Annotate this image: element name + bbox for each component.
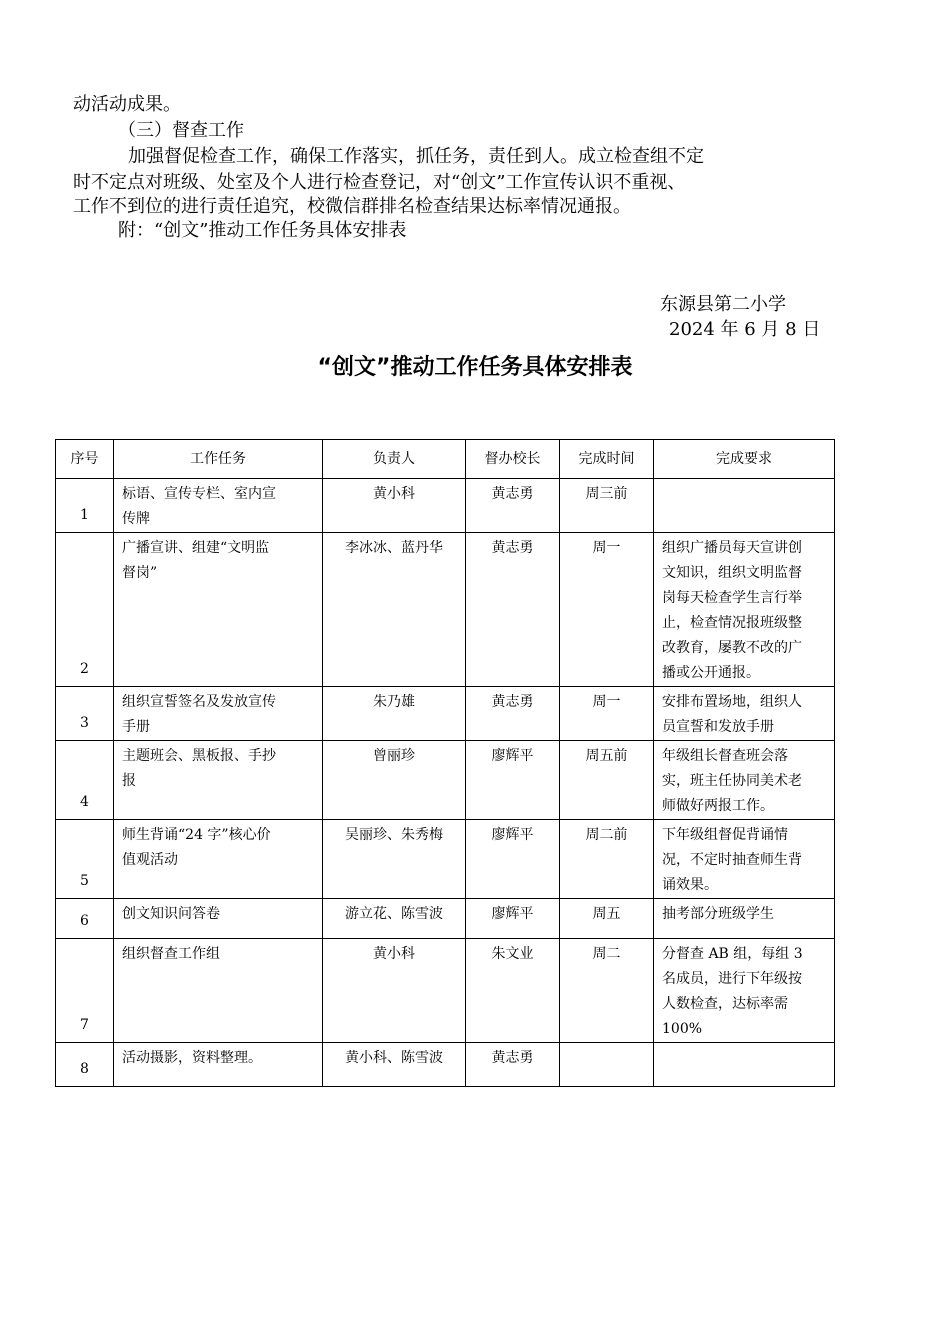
requirement-line: 分督查 AB 组，每组 3 (662, 946, 803, 962)
cell-owner: 李冰冰、蓝丹华 (323, 533, 466, 687)
cell-task (114, 820, 323, 899)
cell-deadline: 周五前 (560, 741, 654, 820)
table-title: “创文”推动工作任务具体安排表 (317, 355, 633, 380)
cell-index: 8 (56, 1043, 114, 1087)
requirement-line: 播或公开通报。 (662, 665, 760, 681)
task-line: 广播宣讲、组建“文明监 (122, 540, 270, 556)
cell-index: 5 (56, 820, 114, 899)
cell-supervisor: 廖辉平 (466, 899, 560, 939)
cell-deadline: 周一 (560, 687, 654, 741)
table-row (56, 479, 835, 533)
table-row (56, 939, 835, 1043)
cell-requirements (654, 820, 835, 899)
task-line: 组织宣誓签名及发放宣传 (122, 694, 276, 710)
task-line: 传牌 (122, 511, 150, 527)
cell-requirements (654, 899, 835, 939)
signature-date: 2024 年 6 月 8 日 (669, 319, 821, 340)
table-row (56, 533, 835, 687)
cell-task (114, 741, 323, 820)
attachment-note: 附：“创文”推动工作任务具体安排表 (118, 220, 407, 241)
cell-owner: 曾丽珍 (323, 741, 466, 820)
cell-deadline: 周三前 (560, 479, 654, 533)
task-line: 主题班会、黑板报、手抄 (122, 748, 276, 764)
table-row (56, 741, 835, 820)
task-line: 师生背诵“24 字”核心价 (122, 827, 271, 843)
cell-deadline: 周五 (560, 899, 654, 939)
cell-task (114, 1043, 323, 1087)
table-row (56, 1043, 835, 1087)
cell-deadline: 周二前 (560, 820, 654, 899)
cell-task (114, 479, 323, 533)
cell-deadline: 周二 (560, 939, 654, 1043)
paragraph-line: 工作不到位的进行责任追究，校微信群排名检查结果达标率情况通报。 (73, 196, 631, 217)
requirement-line: 师做好两报工作。 (662, 798, 774, 814)
header-supervisor: 督办校长 (466, 440, 560, 479)
cell-requirements (654, 1043, 835, 1087)
cell-requirements (654, 687, 835, 741)
task-line: 督岗” (122, 565, 158, 581)
cell-supervisor: 黄志勇 (466, 479, 560, 533)
cell-requirements (654, 939, 835, 1043)
requirement-line: 年级组长督查班会落 (662, 748, 788, 764)
cell-supervisor: 廖辉平 (466, 820, 560, 899)
cell-owner: 吴丽珍、朱秀梅 (323, 820, 466, 899)
requirement-line: 组织广播员每天宣讲创 (662, 540, 802, 556)
table-body (56, 479, 835, 1087)
cell-deadline: 周一 (560, 533, 654, 687)
requirement-line: 人数检查，达标率需 (662, 996, 788, 1012)
task-line: 创文知识问答卷 (122, 906, 220, 922)
cell-task (114, 533, 323, 687)
table-row (56, 820, 835, 899)
paragraph-line: 加强督促检查工作，确保工作落实，抓任务，责任到人。成立检查组不定 (128, 146, 704, 167)
cell-owner: 朱乃雄 (323, 687, 466, 741)
cell-supervisor: 黄志勇 (466, 533, 560, 687)
cell-supervisor: 黄志勇 (466, 687, 560, 741)
task-schedule-table (55, 439, 835, 1087)
requirement-line: 100% (662, 1021, 703, 1037)
header-deadline: 完成时间 (560, 440, 654, 479)
task-line: 手册 (122, 719, 150, 735)
task-line: 标语、宣传专栏、室内宣 (122, 486, 276, 502)
cell-requirements (654, 533, 835, 687)
cell-owner: 黄小科、陈雪波 (323, 1043, 466, 1087)
cell-task (114, 899, 323, 939)
header-requirements: 完成要求 (654, 440, 835, 479)
signature-school: 东源县第二小学 (660, 294, 786, 315)
cell-supervisor: 黄志勇 (466, 1043, 560, 1087)
cell-index: 1 (56, 479, 114, 533)
header-index: 序号 (56, 440, 114, 479)
requirement-line: 止，检查情况报班级整 (662, 615, 802, 631)
requirement-line: 名成员，进行下年级按 (662, 971, 802, 987)
requirement-line: 岗每天检查学生言行举 (662, 590, 802, 606)
section-heading: （三）督查工作 (118, 120, 244, 141)
cell-requirements (654, 741, 835, 820)
cell-task (114, 687, 323, 741)
cell-supervisor: 廖辉平 (466, 741, 560, 820)
requirement-line: 下年级组督促背诵情 (662, 827, 788, 843)
requirement-line: 实，班主任协同美术老 (662, 773, 802, 789)
requirement-line: 安排布置场地，组织人 (662, 694, 802, 710)
cell-index: 7 (56, 939, 114, 1043)
cell-index: 4 (56, 741, 114, 820)
paragraph-continuation: 动活动成果。 (73, 94, 181, 115)
cell-supervisor: 朱文业 (466, 939, 560, 1043)
cell-requirements (654, 479, 835, 533)
requirement-line: 诵效果。 (662, 877, 718, 893)
cell-index: 2 (56, 533, 114, 687)
cell-owner: 黄小科 (323, 479, 466, 533)
table-header-row (56, 440, 835, 479)
requirement-line: 文知识，组织文明监督 (662, 565, 802, 581)
task-line: 值观活动 (122, 852, 178, 868)
requirement-line: 况，不定时抽查师生背 (662, 852, 802, 868)
cell-index: 6 (56, 899, 114, 939)
requirement-line: 改教育，屡教不改的广 (662, 640, 802, 656)
task-line: 活动摄影，资料整理。 (122, 1050, 262, 1066)
cell-owner: 游立花、陈雪波 (323, 899, 466, 939)
header-task: 工作任务 (114, 440, 323, 479)
task-line: 报 (122, 773, 136, 789)
cell-deadline (560, 1043, 654, 1087)
requirement-line: 员宣誓和发放手册 (662, 719, 774, 735)
cell-task (114, 939, 323, 1043)
requirement-line: 抽考部分班级学生 (662, 906, 774, 922)
header-owner: 负责人 (323, 440, 466, 479)
table-row (56, 899, 835, 939)
cell-index: 3 (56, 687, 114, 741)
paragraph-line: 时不定点对班级、处室及个人进行检查登记，对“创文”工作宣传认识不重视、 (73, 172, 686, 193)
table-row (56, 687, 835, 741)
cell-owner: 黄小科 (323, 939, 466, 1043)
task-line: 组织督查工作组 (122, 946, 220, 962)
